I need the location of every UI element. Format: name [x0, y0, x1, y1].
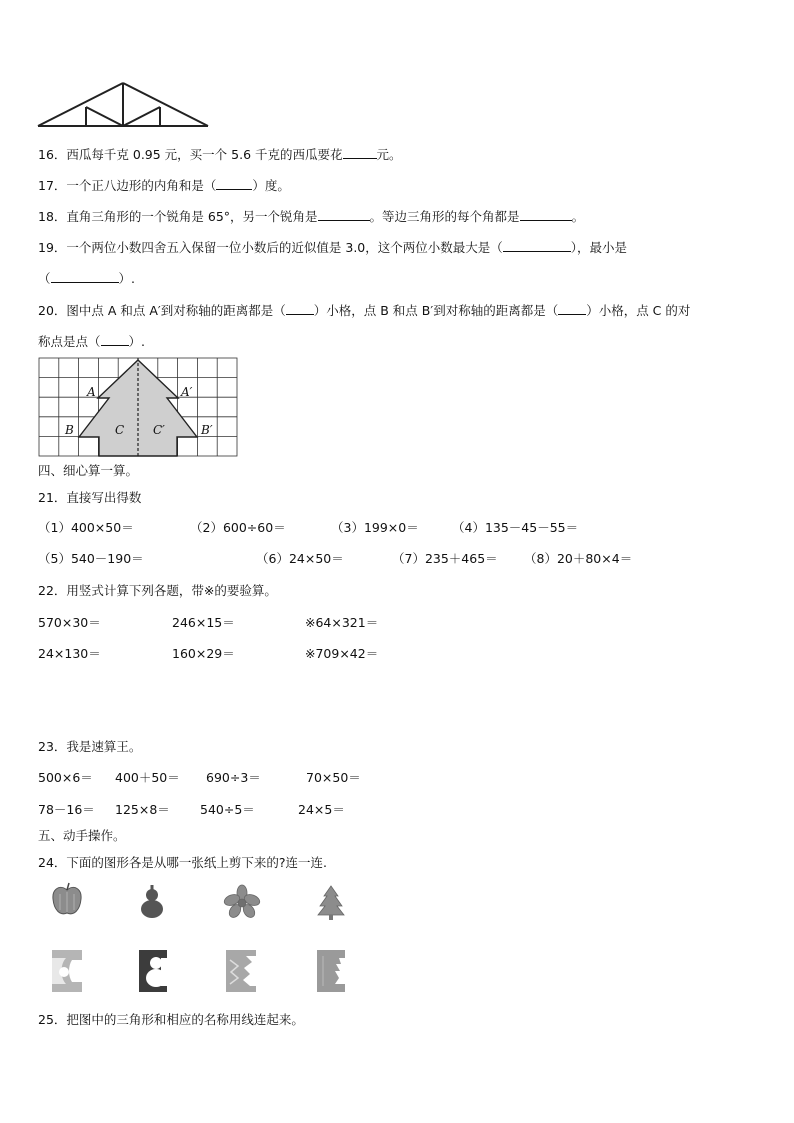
calc-item: 540÷5＝: [200, 802, 255, 817]
answer-blank[interactable]: [51, 270, 119, 283]
calc-item: （2）600÷60＝: [190, 520, 286, 535]
section-4-heading: 四、细心算一算。: [38, 463, 139, 478]
gourd-icon[interactable]: [137, 885, 167, 921]
answer-blank[interactable]: [216, 177, 252, 190]
calc-item: 500×6＝: [38, 770, 93, 785]
question-17: 17．一个正八边形的内角和是（ ）度。: [38, 178, 290, 193]
calc-item: 246×15＝: [172, 615, 235, 630]
answer-blank[interactable]: [318, 208, 370, 221]
paper-cut-3[interactable]: [226, 950, 256, 992]
question-20-line-2: 称点是点（ ）.: [38, 334, 145, 349]
paper-cut-2[interactable]: [139, 950, 167, 992]
symmetry-grid-figure: [39, 358, 239, 458]
question-23-title: 23．我是速算王。: [38, 739, 142, 754]
answer-blank[interactable]: [286, 302, 314, 315]
calc-item: 70×50＝: [306, 770, 361, 785]
paper-cut-4[interactable]: [317, 950, 345, 992]
calc-item: 24×5＝: [298, 802, 345, 817]
calc-item: （3）199×0＝: [331, 520, 419, 535]
apple-icon[interactable]: [50, 882, 84, 918]
section-5-heading: 五、动手操作。: [38, 828, 126, 843]
label-a: A: [87, 385, 96, 399]
calc-item: （6）24×50＝: [256, 551, 344, 566]
answer-blank[interactable]: [558, 302, 586, 315]
tree-icon[interactable]: [316, 885, 346, 921]
calc-item: 125×8＝: [115, 802, 170, 817]
calc-item: 78－16＝: [38, 802, 95, 817]
calc-item: （4）135－45－55＝: [452, 520, 579, 535]
calc-item: （5）540－190＝: [38, 551, 144, 566]
answer-blank[interactable]: [101, 333, 129, 346]
label-b: B: [65, 423, 74, 437]
question-19-line-2: （ ）.: [38, 271, 135, 286]
answer-blank[interactable]: [343, 146, 377, 159]
question-16: 16．西瓜每千克 0.95 元，买一个 5.6 千克的西瓜要花 元。: [38, 147, 402, 162]
question-18: 18．直角三角形的一个锐角是 65°，另一个锐角是 。等边三角形的每个角都是 。: [38, 209, 585, 224]
calc-item: （1）400×50＝: [38, 520, 134, 535]
calc-item: 24×130＝: [38, 646, 101, 661]
question-19-line-1: 19．一个两位小数四舍五入保留一位小数后的近似值是 3.0，这个两位小数最大是（ ），最小是: [38, 240, 628, 255]
question-20-line-1: 20．图中点 A 和点 A′到对称轴的距离都是（ ）小格，点 B 和点 B′到对称轴的距离都是（ ）小格，点 C 的对: [38, 303, 691, 318]
question-24-title: 24．下面的图形各是从哪一张纸上剪下来的?连一连.: [38, 855, 328, 870]
answer-blank[interactable]: [503, 239, 571, 252]
paper-cut-1[interactable]: [52, 950, 82, 992]
calc-item: 160×29＝: [172, 646, 235, 661]
label-c: C: [115, 423, 125, 437]
calc-item: ※64×321＝: [305, 615, 379, 630]
question-22-title: 22．用竖式计算下列各题，带※的要验算。: [38, 583, 277, 598]
calc-item: ※709×42＝: [305, 646, 379, 661]
roof-truss-figure: [36, 80, 212, 130]
question-25-title: 25．把图中的三角形和相应的名称用线连起来。: [38, 1012, 304, 1027]
calc-item: （7）235＋465＝: [392, 551, 498, 566]
calc-item: 690÷3＝: [206, 770, 261, 785]
question-21-title: 21．直接写出得数: [38, 490, 142, 505]
flower-icon[interactable]: [224, 885, 260, 919]
label-a-prime: A′: [181, 385, 193, 399]
answer-blank[interactable]: [520, 208, 572, 221]
label-c-prime: C′: [153, 423, 165, 437]
label-b-prime: B′: [201, 423, 213, 437]
calc-item: 570×30＝: [38, 615, 101, 630]
calc-item: 400＋50＝: [115, 770, 180, 785]
calc-item: （8）20＋80×4＝: [524, 551, 633, 566]
